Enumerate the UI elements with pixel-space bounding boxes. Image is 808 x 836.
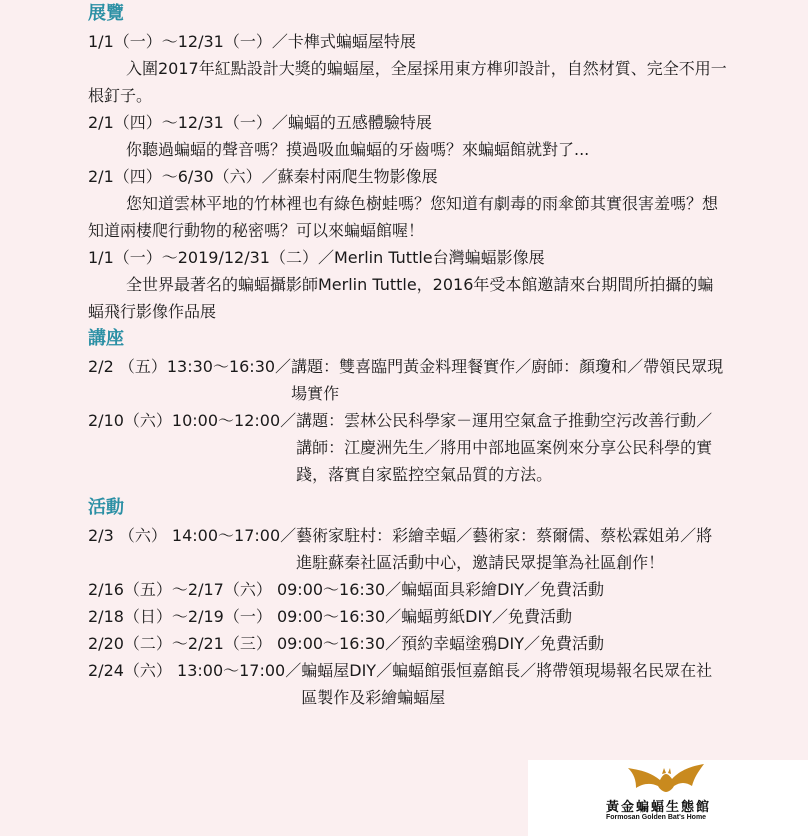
golden-bat-icon — [626, 762, 706, 796]
activity-time: 2/3 （六） 14:00～17:00／ — [88, 526, 297, 545]
activity-time: 2/16（五）～2/17（六） 09:00～16:30／ — [88, 580, 402, 599]
activity-time: 2/18（日）～2/19（一） 09:00～16:30／ — [88, 607, 402, 626]
activity-text: 蝙蝠面具彩繪DIY／免費活動 — [401, 580, 604, 599]
exhibition-item — [88, 244, 728, 325]
activity-item — [88, 630, 728, 657]
lectures-heading: 講座 — [88, 328, 124, 349]
exhibition-description: 全世界最著名的蝙蝠攝影師Merlin Tuttle，2016年受本館邀請來台期間所拍攝的蝙蝠飛行影像作品展 — [88, 275, 714, 321]
exhibition-item — [88, 28, 728, 109]
activity-text: 藝術家駐村：彩繪幸蝠／藝術家：蔡爾儒、蔡松霖姐弟／將進駐蘇秦社區活動中心，邀請民眾提筆為社區創作！ — [296, 526, 713, 572]
lecture-time: 2/2 （五）13:30～16:30／ — [88, 357, 292, 376]
exhibition-item — [88, 109, 728, 163]
activity-item — [88, 522, 728, 576]
exhibition-item — [88, 163, 728, 244]
activity-item — [88, 603, 728, 630]
activities-heading: 活動 — [88, 497, 124, 518]
lecture-text: 講題：雲林公民科學家－運用空氣盒子推動空污改善行動／講師：江慶洲先生／將用中部地區案例來分享公民科學的實踐，落實自家監控空氣品質的方法。 — [296, 411, 713, 484]
logo-chinese-name: 黃金蝙蝠生態館 — [606, 800, 712, 815]
exhibitions-heading: 展覽 — [88, 3, 124, 24]
activity-time: 2/24（六） 13:00～17:00／ — [88, 661, 302, 680]
lecture-item — [88, 353, 728, 407]
activity-item — [88, 657, 728, 711]
lecture-item — [88, 407, 728, 488]
lecture-time: 2/10（六）10:00～12:00／ — [88, 411, 297, 430]
activity-text: 預約幸蝠塗鴉DIY／免費活動 — [401, 634, 604, 653]
logo-english-name: Formosan Golden Bat's Home — [606, 814, 707, 821]
activity-item — [88, 576, 728, 603]
activity-text: 蝙蝠屋DIY／蝙蝠館張恒嘉館長／將帶領現場報名民眾在社區製作及彩繪蝙蝠屋 — [301, 661, 713, 707]
activity-text: 蝙蝠剪紙DIY／免費活動 — [401, 607, 572, 626]
exhibition-description: 您知道雲林平地的竹林裡也有綠色樹蛙嗎？您知道有劇毒的雨傘節其實很害羞嗎？想知道兩棲爬行動物的秘密嗎？可以來蝙蝠館喔！ — [88, 194, 719, 240]
exhibition-description: 入圍2017年紅點設計大獎的蝙蝠屋，全屋採用東方榫卯設計，自然材質、完全不用一根釘子。 — [88, 59, 727, 105]
activity-time: 2/20（二）～2/21（三） 09:00～16:30／ — [88, 634, 402, 653]
event-listing — [88, 0, 728, 711]
exhibition-dates: 1/1（一）～12/31（一）／卡榫式蝙蝠屋特展 — [88, 32, 416, 51]
exhibition-dates: 2/1（四）～12/31（一）／蝙蝠的五感體驗特展 — [88, 113, 432, 132]
exhibition-dates: 2/1（四）～6/30（六）／蘇秦村兩爬生物影像展 — [88, 167, 438, 186]
exhibition-dates: 1/1（一）～2019/12/31（二）／Merlin Tuttle台灣蝙蝠影像展 — [88, 248, 545, 267]
exhibition-description: 你聽過蝙蝠的聲音嗎？摸過吸血蝙蝠的牙齒嗎？來蝙蝠館就對了... — [126, 140, 590, 159]
lecture-text: 講題：雙喜臨門黃金料理餐實作／廚師：顏瓊和／帶領民眾現場實作 — [291, 357, 724, 403]
museum-logo — [528, 760, 808, 836]
